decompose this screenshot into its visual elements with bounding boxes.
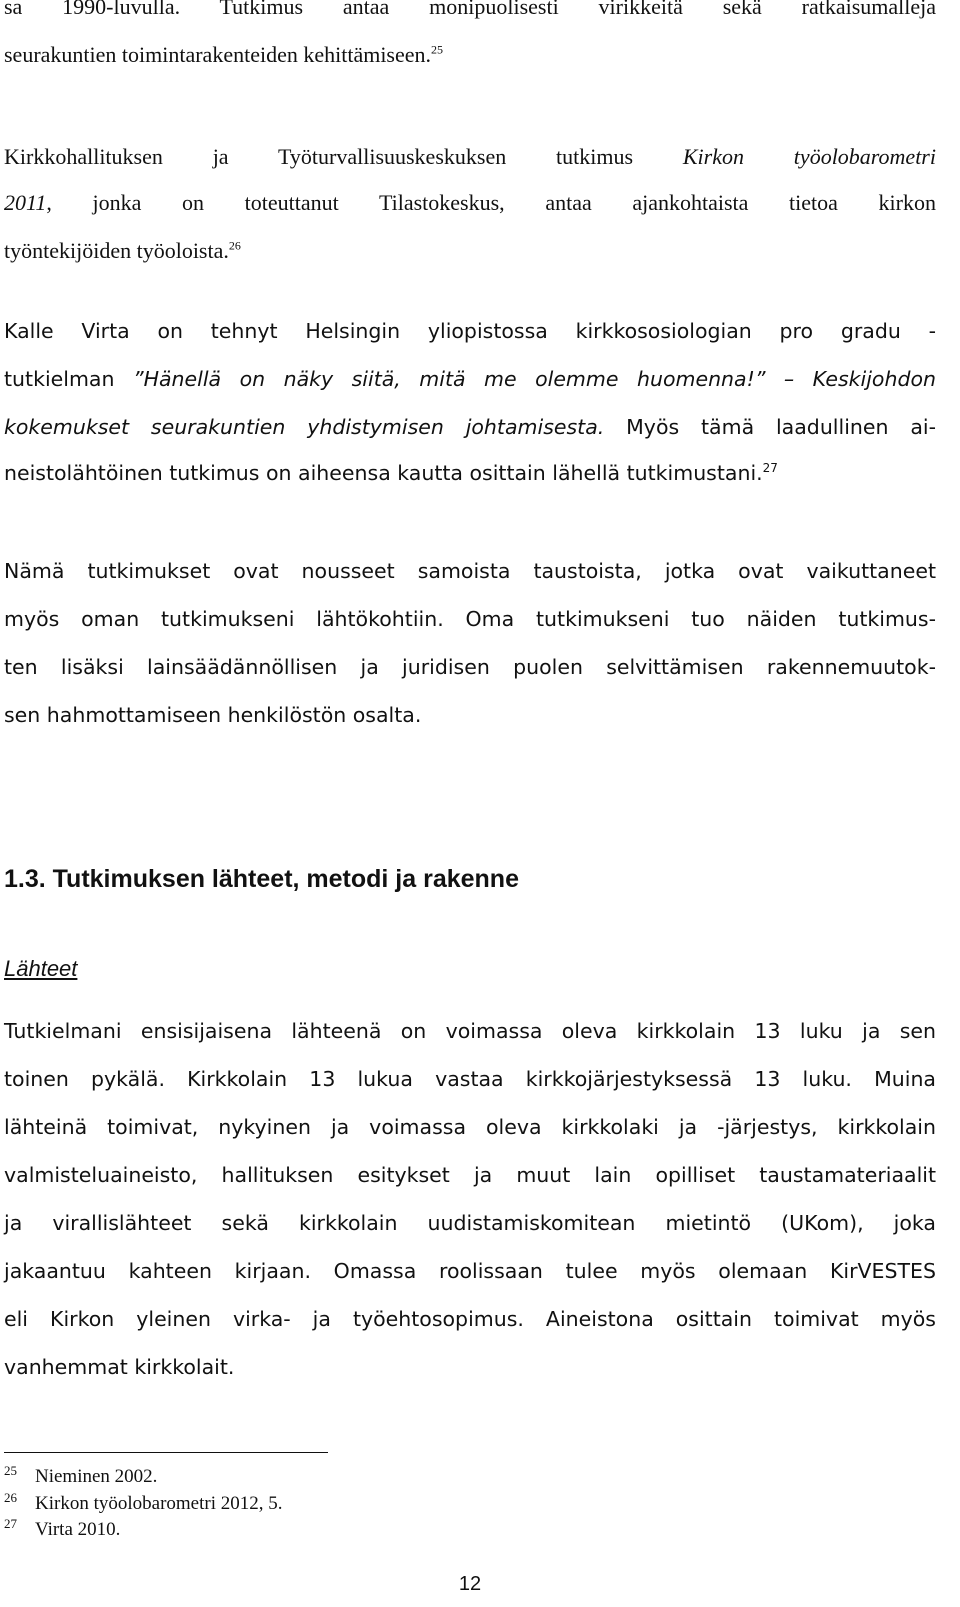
paragraph-3-line-4-text: neistolähtöinen tutkimus on aiheensa kautta osittain lähellä tutkimustani. (4, 461, 763, 485)
paragraph-3-line-3-b: Myös tämä laadullinen ai- (604, 415, 936, 439)
paragraph-3-line-2-title: ”Hänellä on näky siitä, mitä me olemme huomenna!” – Keskijohdon (132, 367, 937, 391)
footnote-27: 27 Virta 2010. (4, 1515, 121, 1540)
section-heading: 1.3. Tutkimuksen lähteet, metodi ja rakenne (4, 865, 519, 893)
paragraph-3-line-1: Kalle Virta on tehnyt Helsingin yliopistossa kirkkososiologian pro gradu - (4, 319, 936, 343)
paragraph-5-line-6: jakaantuu kahteen kirjaan. Omassa roolissaan tulee myös olemaan KirVESTES (4, 1259, 936, 1283)
paragraph-2-line-2-b: , jonka on toteuttanut Tilastokeskus, antaa ajankohtaista tietoa kirkon (46, 190, 936, 215)
footnote-ref-26: 26 (228, 238, 241, 253)
footnote-separator (4, 1452, 328, 1453)
paragraph-2-line-1-title: Kirkon työolobarometri (682, 144, 936, 169)
footnote-25: 25 Nieminen 2002. (4, 1462, 158, 1487)
paragraph-3-line-2 (4, 366, 936, 392)
footnote-text: Nieminen 2002. (35, 1466, 158, 1487)
paragraph-3-line-2-a: tutkielman (4, 367, 133, 391)
paragraph-5-line-2: toinen pykälä. Kirkkolain 13 lukua vastaa kirkkojärjestyksessä 13 luku. Muina (4, 1067, 936, 1091)
paragraph-4-line-2: myös oman tutkimukseni lähtökohtiin. Oma tutkimukseni tuo näiden tutkimus- (4, 607, 936, 631)
paragraph-1-line-2 (4, 42, 936, 68)
footnote-text: Virta 2010. (35, 1519, 121, 1540)
footnote-ref-27: 27 (762, 461, 778, 476)
paragraph-1-line-1: sa 1990-luvulla. Tutkimus antaa monipuolisesti virikkeitä sekä ratkaisumalleja (4, 0, 936, 19)
paragraph-1-line-2-text: seurakuntien toimintarakenteiden kehittämiseen. (4, 42, 432, 67)
page-number: 12 (458, 1573, 482, 1595)
paragraph-3-line-3-title: kokemukset seurakuntien yhdistymisen johtamisesta. (4, 415, 605, 439)
footnote-26: 26 Kirkon työolobarometri 2012, 5. (4, 1489, 283, 1514)
paragraph-2-line-3 (4, 238, 936, 264)
paragraph-5-line-8: vanhemmat kirkkolait. (4, 1355, 235, 1379)
footnote-ref-25: 25 (431, 42, 444, 57)
paragraph-5-line-4: valmisteluaineisto, hallituksen esitykset ja muut lain opilliset taustamateriaalit (4, 1163, 936, 1187)
paragraph-2-line-1-a: Kirkkohallituksen ja Työturvallisuuskeskuksen tutkimus (4, 144, 683, 169)
paragraph-5-line-5: ja virallislähteet sekä kirkkolain uudistamiskomitean mietintö (UKom), joka (4, 1211, 936, 1235)
paragraph-2-line-1 (4, 144, 936, 170)
paragraph-5-line-3: lähteinä toimivat, nykyinen ja voimassa oleva kirkkolaki ja -järjestys, kirkkolain (4, 1115, 936, 1139)
paragraph-5-line-7: eli Kirkon yleinen virka- ja työehtosopimus. Aineistona osittain toimivat myös (4, 1307, 936, 1331)
paragraph-4-line-4: sen hahmottamiseen henkilöstön osalta. (4, 703, 422, 727)
paragraph-3-line-4 (4, 460, 936, 486)
paragraph-2-line-2-year: 2011 (4, 190, 47, 215)
paragraph-4-line-3: ten lisäksi lainsäädännöllisen ja juridisen puolen selvittämisen rakennemuutok- (4, 655, 936, 679)
paragraph-2-line-3-text: työntekijöiden työoloista. (4, 238, 229, 263)
paragraph-3-line-3 (4, 414, 936, 440)
paragraph-5-line-1: Tutkielmani ensisijaisena lähteenä on voimassa oleva kirkkolain 13 luku ja sen (4, 1019, 936, 1043)
footnote-text: Kirkon työolobarometri 2012, 5. (35, 1493, 283, 1514)
paragraph-4-line-1: Nämä tutkimukset ovat nousseet samoista taustoista, jotka ovat vaikuttaneet (4, 559, 936, 583)
paragraph-2-line-2 (4, 190, 936, 216)
subheading-lahteet: Lähteet (4, 956, 78, 981)
